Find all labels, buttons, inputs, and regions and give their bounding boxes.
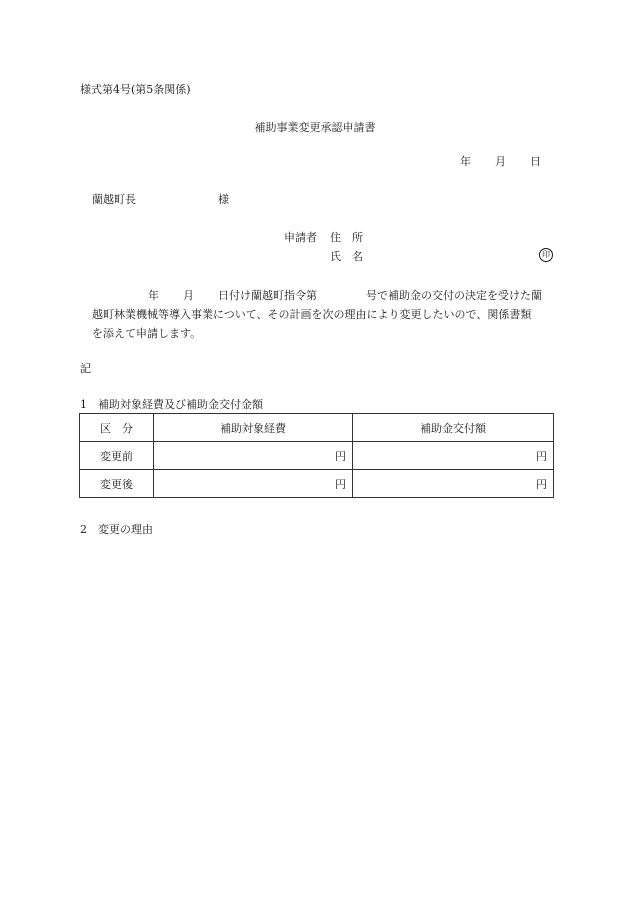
section-1-title: 1 補助対象経費及び補助金交付金額 — [80, 398, 263, 411]
date-year: 年 — [460, 155, 471, 168]
ki-marker: 記 — [80, 362, 91, 375]
address-label: 住 所 — [330, 231, 363, 244]
honorific: 様 — [218, 193, 229, 206]
header-category: 区 分 — [80, 414, 154, 442]
body-day-ref: 日付け蘭越町指令第 — [218, 289, 317, 302]
date-month: 月 — [495, 155, 506, 168]
application-body — [92, 286, 552, 343]
date-day: 日 — [530, 155, 541, 168]
table-header-row — [80, 414, 554, 442]
seal-mark: 印 — [539, 248, 553, 262]
name-label: 氏 名 — [330, 250, 363, 263]
grant-cell[interactable]: 円 — [353, 470, 554, 498]
header-cost: 補助対象経費 — [154, 414, 353, 442]
table-row — [80, 470, 554, 498]
body-line-1 — [92, 286, 552, 305]
grant-cell[interactable]: 円 — [353, 442, 554, 470]
body-line-2: 越町林業機械等導入事業について、その計画を次の理由により変更したいので、関係書類 — [92, 308, 532, 321]
document-title: 補助事業変更承認申請書 — [254, 121, 376, 134]
body-year: 年 — [148, 289, 159, 302]
header-grant: 補助金交付額 — [353, 414, 554, 442]
form-number: 様式第4号(第5条関係) — [80, 83, 191, 96]
cost-cell[interactable]: 円 — [154, 442, 353, 470]
body-month: 月 — [183, 289, 194, 302]
section-2-title: 2 変更の理由 — [80, 523, 153, 536]
body-rest-line1: 号で補助金の交付の決定を受けた蘭 — [366, 289, 542, 302]
applicant-label: 申請者 — [284, 231, 317, 244]
cost-cell[interactable]: 円 — [154, 470, 353, 498]
row-label: 変更後 — [80, 470, 154, 498]
amounts-table — [79, 413, 554, 498]
addressee: 蘭越町長 — [92, 193, 136, 206]
table-row — [80, 442, 554, 470]
row-label: 変更前 — [80, 442, 154, 470]
body-line-3: を添えて申請します。 — [92, 327, 202, 340]
